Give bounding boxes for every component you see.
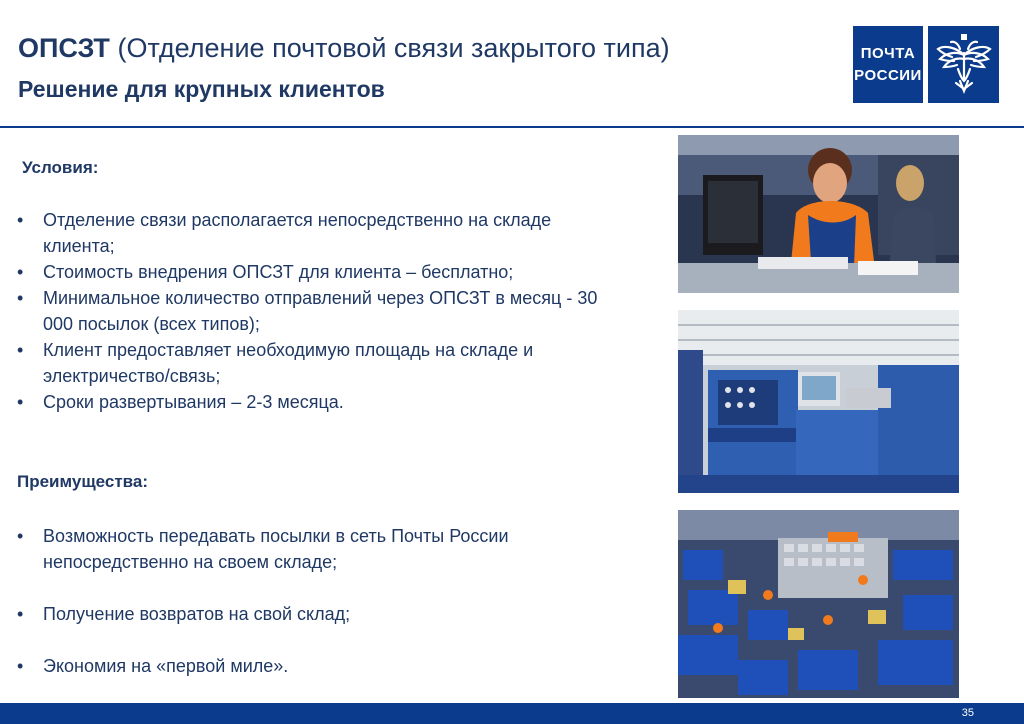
list-item: • Сроки развертывания – 2-3 месяца.	[17, 389, 627, 415]
list-item: • Экономия на «первой миле».	[17, 653, 627, 679]
photo-warehouse-floor	[678, 510, 959, 698]
eagle-emblem-icon	[928, 26, 999, 103]
logo-line-1: ПОЧТА	[860, 44, 916, 62]
conditions-heading: Условия:	[22, 158, 99, 177]
page-title	[18, 33, 670, 64]
russian-post-logo	[853, 26, 999, 103]
list-item: • Возможность передавать посылки в сеть Почты России непосредственно на своем складе;	[17, 523, 627, 575]
list-item: • Отделение связи располагается непосредственно на складе клиента;	[17, 207, 627, 259]
list-item: • Получение возвратов на свой склад;	[17, 601, 627, 627]
list-item: • Стоимость внедрения ОПСЗТ для клиента – бесплатно;	[17, 259, 627, 285]
advantages-heading: Преимущества:	[17, 472, 149, 491]
photo-control-panels	[678, 310, 959, 493]
title-paren: (Отделение почтовой связи закрытого типа)	[117, 33, 670, 63]
logo-line-2: РОССИИ	[854, 66, 922, 84]
footer-bar	[0, 703, 1024, 724]
logo-wordmark	[853, 26, 923, 103]
list-item: • Клиент предоставляет необходимую площадь на складе и электричество/связь;	[17, 337, 627, 389]
header-divider	[0, 126, 1024, 128]
conditions-list	[17, 207, 627, 415]
page-number: 35	[961, 707, 974, 719]
advantages-list	[17, 523, 627, 705]
title-main: ОПСЗТ	[18, 33, 110, 63]
page-subtitle: Решение для крупных клиентов	[18, 76, 385, 102]
list-item: • Минимальное количество отправлений через ОПСЗТ в месяц - 30 000 посылок (всех типов);	[17, 285, 627, 337]
photo-postal-worker	[678, 135, 959, 293]
